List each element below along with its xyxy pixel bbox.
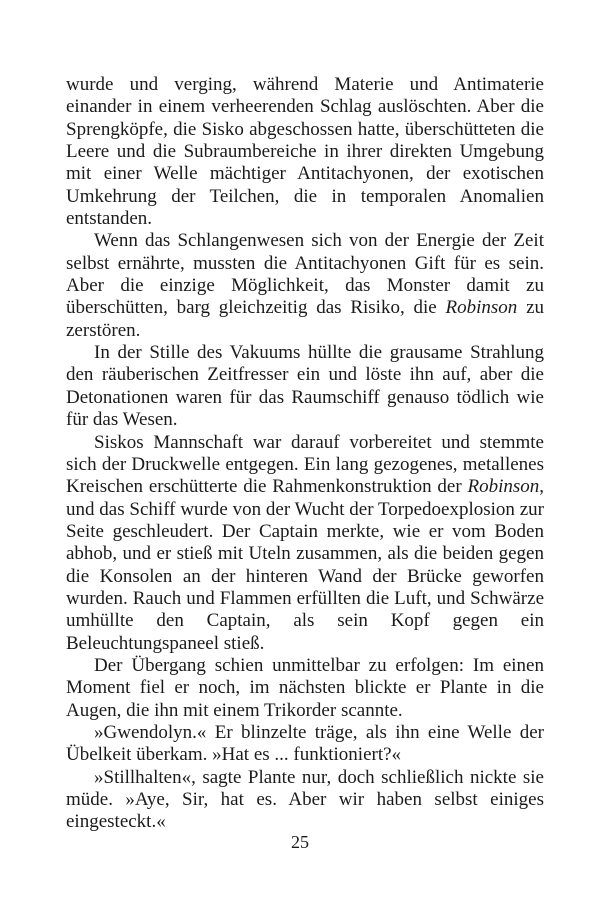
paragraph [66,342,544,431]
text-run: »Stillhalten«, sagte Plante nur, doch schließlich nickte sie müde. »Aye, Sir, hat es. Aber wir haben selbst einiges eingesteckt.« [66,766,544,833]
text-run: Der Übergang schien unmittelbar zu erfolgen: Im einen Moment fiel er noch, im nächsten blickte er Plante in die Augen, die ihn mit einem Trikorder scannte. [66,654,544,721]
text-run: »Gwendolyn.« Er blinzelte träge, als ihn eine Welle der Übelkeit überkam. »Hat es ... funktioniert?« [66,721,544,766]
text-run: zu zerstören. [66,297,544,341]
page-number: 25 [291,832,309,852]
italic-text-run: Robinson [445,297,518,319]
paragraph [66,655,544,722]
text-run: Siskos Mannschaft war darauf vorbereitet und stemmte sich der Druckwelle entgegen. Ein lang gezogenes, metallenes Kreischen erschütterte die Rahmenkonstruktion der [66,431,544,498]
text-run: , und das Schiff wurde von der Wucht der Torpedoexplosion zur Seite geschleudert. Der Captain merkte, wie er vom Boden abhob, und er stieß mit Uteln zusammen, als die beiden gegen die Konsolen an der hinteren Wand der Brücke geworfen wurden. Rauch und Flammen erfüllten die Luft, und Schwärze umhüllte den Captain, als sein Kopf gegen ein Beleuchtungspaneel stieß. [66,476,544,654]
text-run: In der Stille des Vakuums hüllte die grausame Strahlung den räuberischen Zeitfresser ein und löste ihn auf, aber die Detonationen waren für das Raumschiff genauso tödlich wie für das Wesen. [66,342,544,431]
paragraph [66,432,544,655]
paragraph [66,722,544,767]
text-run: Wenn das Schlangenwesen sich von der Energie der Zeit selbst ernährte, mussten die Antitachyonen Gift für es sein. Aber die einzige Möglichkeit, das Monster damit zu überschütten, barg gleichzeitig das Risiko, die [66,230,544,319]
italic-text-run: Robinson [467,476,540,498]
paragraph [66,230,544,342]
paragraph [66,74,544,230]
text-run: wurde und verging, während Materie und Antimaterie einander in einem verheerenden Schlag auslöschten. Aber die Sprengköpfe, die Sisko abgeschossen hatte, überschütteten die Leere und die Subraumbereiche in ihrer direkten Umgebung mit einer Welle mächtiger Antitachyonen, der exotischen Umkehrung der Teilchen, die in temporalen Anomalien entstanden. [66,74,544,230]
page-text [66,74,544,834]
paragraph [66,767,544,834]
